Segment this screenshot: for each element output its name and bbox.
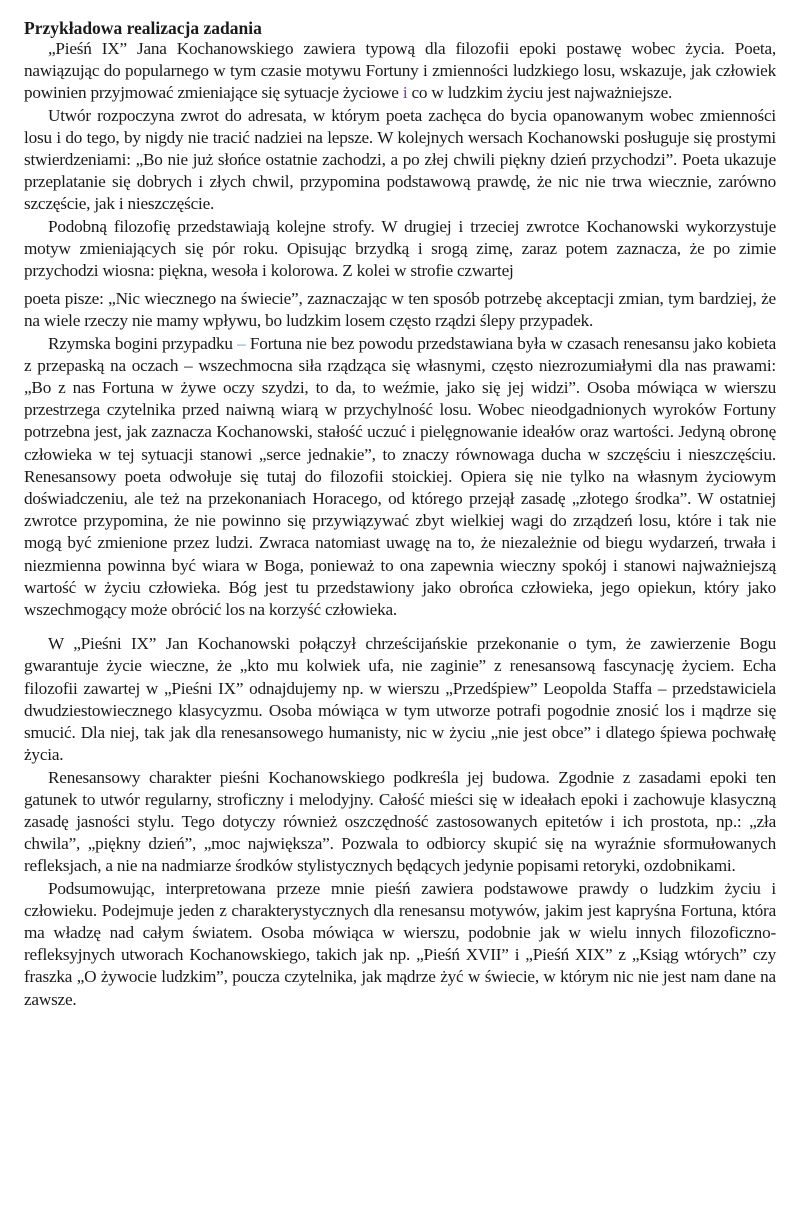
paragraph-text: Fortuna nie bez powodu przedstawiana była w czasach renesansu jako kobieta z przepaską na oczach – wszechmocna siła rządząca się własnymi, często niezrozumiałymi dla nas prawami: „Bo z nas Fortuna w żywe oczy szydzi, to da, to weźmie, jako się jej widzi”. Osoba mówiąca w wierszu przestrzega czytelnika przed naiwną wiarą w przychylność losu. Wobec nieodgadnionych wyroków Fortuny potrzebna jest, jak zaznacza Kochanowski, stałość uczuć i pielęgnowanie ideałów oraz wartości. Jedyną obronę człowieka w tej sytuacji stanowi „serce jednakie”, to znaczy równowaga ducha w szczęściu i nieszczęściu. Renesansowy poeta odwołuje się tutaj do filozofii stoickiej. Opiera się nie tylko na własnym życiowym doświadczeniu, ale też na przekonaniach Horacego, od którego przejął zasadę „złotego środka”. W ostatniej zwrotce przypomina, że nie powinno się przywiązywać zbyt wielkiej wagi do zrządzeń losu, które i tak nie mogą być zmienione przez ludzi. Zwraca natomiast uwagę na to, że niezależnie od biegu wydarzeń, trwała i niezmienna powinna być wiara w Boga, ponieważ to ona zapewnia wieczny spokój i stanowi najważniejszą wartość w życiu człowieka. Bóg jest tu przedstawiony jako obrońca człowieka, jego opiekun, który jako wszechmogący może obrócić los na korzyść człowieka.: [24, 333, 777, 620]
highlighted-dash: –: [237, 333, 246, 353]
highlighted-conjunction: i: [402, 83, 408, 103]
document-title: Przykładowa realizacja zadania: [24, 18, 262, 38]
paragraph-summary: Podsumowując, interpretowana przeze mnie pieśń zawiera podstawowe prawdy o ludzkim życiu i człowieku. Podejmuje jeden z charakterystycznych dla renesansu motywów, jakim jest kapryśna Fortuna, która ma władzę nad całym światem. Osoba mówiąca w wierszu, podobnie jak w wielu innych filozoficzno-refleksyjnych utworach Kochanowskiego, takich jak np. „Pieśń XVII” i „Pieśń XIX” z „Ksiąg wtórych” czy fraszka „O żywocie ludzkim”, poucza czytelnika, jak mądrze żyć w świecie, w którym nic nie jest nam dane na zawsze.: [24, 878, 776, 1009]
paragraph-text: co w ludzkim życiu jest najważniejsze.: [407, 83, 673, 103]
paragraph-seasons: Podobną filozofię przedstawiają kolejne strofy. W drugiej i trzeciej zwrotce Kochanowski wykorzystuje motyw zmieniających się pór roku. Opisując brzydką i srogą zimę, zaraz potem zaznacza, że po zimie przychodzi wiosna: piękna, wesoła i kolorowa. Z kolei w strofie czwartej: [24, 216, 776, 281]
paragraph-intro: [24, 38, 776, 105]
paragraph-staff-comparison: W „Pieśni IX” Jan Kochanowski połączył chrześcijańskie przekonanie o tym, że zawierzenie Bogu gwarantuje życie wieczne, że „kto mu kolwiek ufa, nie zaginie” z renesansową fascynację życiem. Echa filozofii zawartej w „Pieśni IX” odnajdujemy np. w wierszu „Przedśpiew” Leopolda Staffa – przedstawiciela dwudziestowiecznego klasycyzmu. Osoba mówiąca w tym utworze potrafi pogodnie znosić los i mądrze się smucić. Dla niej, tak jak dla renesansowego humanisty, nic w życiu „nie jest obce” i dlatego śpiewa pochwałę życia.: [24, 634, 776, 765]
paragraph-text: „Pieśń IX” Jana Kochanowskiego zawiera typową dla filozofii epoki postawę wobec życia. Poeta, nawiązując do popularnego w tym czasie motywu Fortuny i zmienności ludzkiego losu, wskazuje, jak człowiek powinien przyjmować zmieniające się sytuacje życiowe: [24, 39, 776, 103]
paragraph-opening-stanza: Utwór rozpoczyna zwrot do adresata, w którym poeta zachęca do bycia opanowanym wobec zmienności losu i do tego, by nigdy nie tracić nadziei na lepsze. W kolejnych wersach Kochanowski posługuje się prostymi stwierdzeniami: „Bo nie już słońce ostatnie zachodzi, a po złej chwili piękny dzień przychodzi”. Poeta ukazuje przeplatanie się dobrych i złych chwil, przypomina podstawową prawdę, że nic nie trwa wiecznie, zarówno szczęście, jak i nieszczęście.: [24, 105, 776, 214]
paragraph-structure: Renesansowy charakter pieśni Kochanowskiego podkreśla jej budowa. Zgodnie z zasadami epoki ten gatunek to utwór regularny, stroficzny i melodyjny. Całość mieści się w ideałach epoki i zachowuje klasyczną zasadę jasności stylu. Tego dotyczy również oszczędność zastosowanych epitetów i ich prostota, np.: „zła chwila”, „piękny dzień”, „moc największa”. Pozwala to odbiorcy skupić się na wyraźnie sformułowanych refleksjach, a nie na nadmiarze środków stylistycznych będących jedynie popisami retoryki, ozdobnikami.: [24, 767, 776, 876]
paragraph-fortuna: [24, 333, 776, 622]
paragraph-seasons-continued: poeta pisze: „Nic wiecznego na świecie”, zaznaczając w ten sposób potrzebę akceptacji zmian, tym bardziej, że na wiele rzeczy nie mamy wpływu, bo ludzkim losem często rządzi ślepy przypadek.: [24, 289, 776, 331]
paragraph-text: Rzymska bogini przypadku: [48, 333, 238, 353]
